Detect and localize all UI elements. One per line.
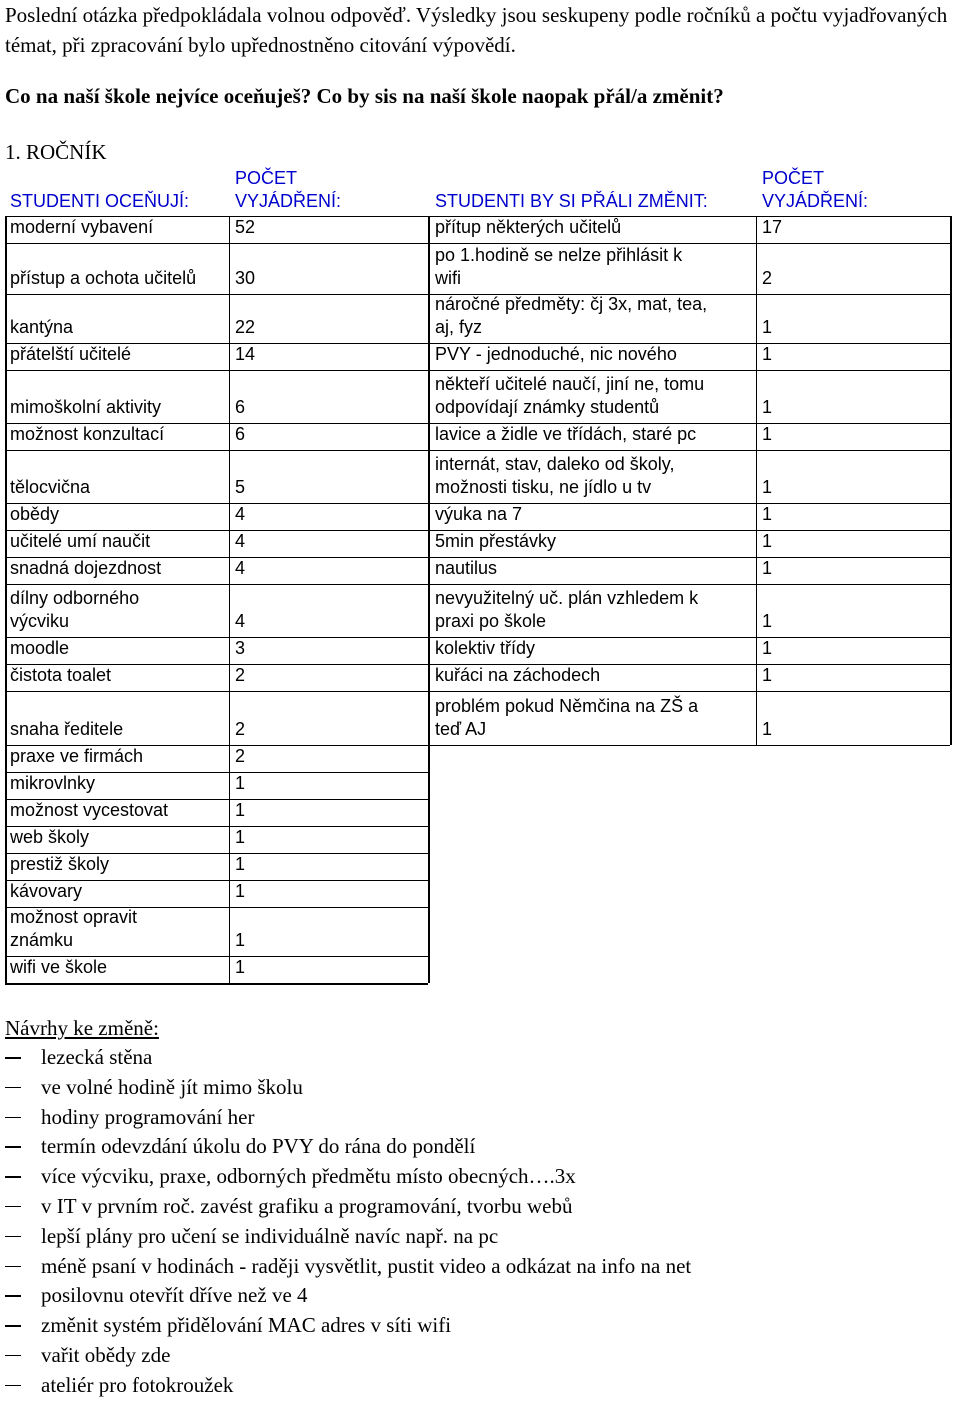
change-item xyxy=(435,695,698,741)
proposal-item xyxy=(0,1222,691,1252)
praised-item-line1: moodle xyxy=(10,638,70,658)
change-count: 17 xyxy=(762,217,783,237)
proposal-text: hodiny programování her xyxy=(41,1104,255,1129)
change-item-line1: někteří učitelé naučí, jiní ne, tomu xyxy=(435,374,705,394)
praised-count: 22 xyxy=(235,317,256,337)
change-item-line1: kuřáci na záchodech xyxy=(435,665,601,685)
praised-count: 6 xyxy=(235,424,246,444)
praised-count: 2 xyxy=(235,719,246,739)
proposal-text: lepší plány pro učení se individuálně navíc např. na pc xyxy=(41,1223,499,1248)
praised-item-line1: kantýna xyxy=(10,317,74,337)
praised-count: 4 xyxy=(235,558,246,578)
grid-vline xyxy=(229,216,230,983)
change-count: 1 xyxy=(762,397,773,417)
change-item xyxy=(435,423,696,446)
praised-count: 2 xyxy=(235,665,246,685)
praised-count: 4 xyxy=(235,504,246,524)
proposal-item xyxy=(0,1103,691,1133)
praised-item-line1: možnost opravit xyxy=(10,907,138,927)
praised-item xyxy=(10,587,139,633)
praised-item xyxy=(10,880,82,903)
header-change-count-line2: VYJÁDŘENÍ: xyxy=(762,191,869,211)
proposal-item xyxy=(0,1311,691,1341)
praised-item xyxy=(10,664,111,687)
proposal-item xyxy=(0,1341,691,1371)
praised-item-line1: tělocvična xyxy=(10,477,91,497)
praised-item-line1: praxe ve firmách xyxy=(10,746,144,766)
header-praised-count xyxy=(235,167,341,213)
praised-item xyxy=(10,772,95,795)
change-item-line2: praxi po škole xyxy=(435,611,547,631)
praised-item xyxy=(10,718,123,741)
praised-count: 14 xyxy=(235,344,256,364)
grid-hline xyxy=(5,584,950,585)
grid-hline xyxy=(5,370,950,371)
praised-item xyxy=(10,343,131,366)
grid-hline xyxy=(5,450,950,451)
praised-item xyxy=(10,503,59,526)
change-item-line1: problém pokud Němčina na ZŠ a xyxy=(435,696,699,716)
change-item-line1: přítup některých učitelů xyxy=(435,217,622,237)
change-item xyxy=(435,216,621,239)
dash-bullet-icon xyxy=(5,1087,21,1089)
praised-count: 2 xyxy=(235,746,246,766)
grade-heading: 1. ROČNÍK xyxy=(5,140,107,164)
proposal-item xyxy=(0,1043,691,1073)
praised-count: 1 xyxy=(235,800,246,820)
praised-count: 3 xyxy=(235,638,246,658)
change-count: 1 xyxy=(762,477,773,497)
grid-hline xyxy=(5,745,950,746)
change-item-line1: nautilus xyxy=(435,558,498,578)
change-count: 1 xyxy=(762,424,773,444)
proposal-text: ve volné hodině jít mimo školu xyxy=(41,1074,303,1099)
change-count: 2 xyxy=(762,268,773,288)
dash-bullet-icon xyxy=(5,1266,21,1268)
praised-item xyxy=(10,557,161,580)
change-item-line1: lavice a židle ve třídách, staré pc xyxy=(435,424,697,444)
change-count: 1 xyxy=(762,344,773,364)
praised-item-line1: mimoškolní aktivity xyxy=(10,397,162,417)
change-item xyxy=(435,637,535,660)
dash-bullet-icon xyxy=(5,1057,21,1059)
praised-count: 5 xyxy=(235,477,246,497)
change-item-line2: wifi xyxy=(435,268,461,288)
praised-item xyxy=(10,530,150,553)
proposals-list xyxy=(0,1043,691,1401)
change-item-line2: teď AJ xyxy=(435,719,487,739)
proposal-item xyxy=(0,1252,691,1282)
change-item xyxy=(435,293,707,339)
dash-bullet-icon xyxy=(5,1295,21,1297)
praised-count: 1 xyxy=(235,773,246,793)
change-item xyxy=(435,503,522,526)
praised-item xyxy=(10,906,137,952)
praised-item xyxy=(10,799,168,822)
praised-count: 52 xyxy=(235,217,256,237)
praised-item-line1: wifi ve škole xyxy=(10,957,108,977)
praised-item-line1: obědy xyxy=(10,504,60,524)
proposal-text: změnit systém přidělování MAC adres v síti wifi xyxy=(41,1313,452,1338)
change-item-line2: možnosti tisku, ne jídlo u tv xyxy=(435,477,652,497)
dash-bullet-icon xyxy=(5,1385,21,1387)
proposal-text: více výcviku, praxe, odborných předmětu místo obecných….3x xyxy=(41,1164,576,1189)
proposal-item xyxy=(0,1073,691,1103)
praised-count: 6 xyxy=(235,397,246,417)
change-item-line1: 5min přestávky xyxy=(435,531,557,551)
change-item-line1: PVY - jednoduché, nic nového xyxy=(435,344,677,364)
praised-item-line1: přístup a ochota učitelů xyxy=(10,268,197,288)
dash-bullet-icon xyxy=(5,1206,21,1208)
praised-item-line1: možnost konzultací xyxy=(10,424,165,444)
change-count: 1 xyxy=(762,611,773,631)
dash-bullet-icon xyxy=(5,1146,21,1148)
praised-item-line1: web školy xyxy=(10,827,90,847)
praised-item xyxy=(10,476,90,499)
proposal-text: termín odevzdání úkolu do PVY do rána do pondělí xyxy=(41,1134,476,1159)
header-change-count-line1: POČET xyxy=(762,168,825,188)
grid-vline xyxy=(5,216,7,983)
praised-count: 1 xyxy=(235,957,246,977)
praised-count: 30 xyxy=(235,268,256,288)
grid-hline xyxy=(5,983,428,985)
praised-item xyxy=(10,637,69,660)
dash-bullet-icon xyxy=(5,1355,21,1357)
praised-item-line2: známku xyxy=(10,930,74,950)
praised-item xyxy=(10,316,73,339)
praised-item xyxy=(10,956,107,979)
dash-bullet-icon xyxy=(5,1236,21,1238)
change-count: 1 xyxy=(762,558,773,578)
change-count: 1 xyxy=(762,504,773,524)
praised-item-line1: snadná dojezdnost xyxy=(10,558,162,578)
grid-vline xyxy=(950,216,952,745)
proposal-text: méně psaní v hodinách - raději vysvětlit, pustit video a odkázat na info na net xyxy=(41,1253,692,1278)
praised-count: 4 xyxy=(235,531,246,551)
praised-item-line1: moderní vybavení xyxy=(10,217,154,237)
change-item xyxy=(435,453,674,499)
change-item-line2: odpovídají známky studentů xyxy=(435,397,660,417)
change-item-line1: po 1.hodině se nelze přihlásit k xyxy=(435,245,683,265)
change-count: 1 xyxy=(762,317,773,337)
proposal-text: v IT v prvním roč. zavést grafiku a programování, tvorbu webů xyxy=(41,1193,573,1218)
change-item xyxy=(435,373,704,419)
praised-count: 1 xyxy=(235,854,246,874)
change-item-line2: aj, fyz xyxy=(435,317,483,337)
praised-item xyxy=(10,745,143,768)
intro-paragraph: Poslední otázka předpokládala volnou odpověď. Výsledky jsou seskupeny podle ročníků a počtu vyjadřovaných témat, při zpracování bylo upřednostněno citování výpovědí. xyxy=(5,3,948,57)
praised-item xyxy=(10,216,153,239)
proposal-text: lezecká stěna xyxy=(41,1045,153,1069)
change-item-line1: nevyužitelný uč. plán vzhledem k xyxy=(435,588,699,608)
change-count: 1 xyxy=(762,638,773,658)
change-count: 1 xyxy=(762,665,773,685)
proposal-text: posilovnu otevřít dříve než ve 4 xyxy=(41,1283,308,1308)
proposal-item xyxy=(0,1162,691,1192)
praised-item-line1: čistota toalet xyxy=(10,665,112,685)
praised-item-line1: kávovary xyxy=(10,881,83,901)
praised-item-line1: přátelští učitelé xyxy=(10,344,132,364)
praised-item xyxy=(10,396,161,419)
praised-item-line1: snaha ředitele xyxy=(10,719,124,739)
dash-bullet-icon xyxy=(5,1176,21,1178)
change-item-line1: kolektiv třídy xyxy=(435,638,536,658)
praised-item xyxy=(10,826,89,849)
change-item xyxy=(435,664,600,687)
header-praised: STUDENTI OCEŇUJÍ: xyxy=(10,191,190,211)
proposal-item xyxy=(0,1192,691,1222)
proposal-item xyxy=(0,1371,691,1401)
praised-count: 1 xyxy=(235,930,246,950)
change-item-line1: výuka na 7 xyxy=(435,504,523,524)
dash-bullet-icon xyxy=(5,1325,21,1327)
praised-item-line1: možnost vycestovat xyxy=(10,800,169,820)
praised-item xyxy=(10,853,109,876)
change-item-line1: náročné předměty: čj 3x, mat, tea, xyxy=(435,294,708,314)
header-praised-count-line2: VYJÁDŘENÍ: xyxy=(235,191,342,211)
praised-item-line2: výcviku xyxy=(10,611,70,631)
question-heading: Co na naší škole nejvíce oceňuješ? Co by sis na naší škole naopak přál/a změnit? xyxy=(5,84,724,108)
praised-count: 4 xyxy=(235,611,246,631)
proposals-title: Návrhy ke změně: xyxy=(5,1016,159,1040)
change-count: 1 xyxy=(762,531,773,551)
change-item-line1: internát, stav, daleko od školy, xyxy=(435,454,675,474)
praised-item-line1: mikrovlnky xyxy=(10,773,96,793)
praised-count: 1 xyxy=(235,881,246,901)
proposal-item xyxy=(0,1132,691,1162)
change-item xyxy=(435,244,682,290)
proposal-text: ateliér pro fotokroužek xyxy=(41,1372,234,1397)
grid-vline xyxy=(428,216,430,983)
praised-item xyxy=(10,267,196,290)
praised-item xyxy=(10,423,164,446)
change-item xyxy=(435,557,497,580)
change-count: 1 xyxy=(762,719,773,739)
proposal-item xyxy=(0,1281,691,1311)
proposal-text: vařit obědy zde xyxy=(41,1342,171,1367)
grid-vline xyxy=(756,216,757,745)
praised-count: 1 xyxy=(235,827,246,847)
grid-hline xyxy=(5,691,950,692)
dash-bullet-icon xyxy=(5,1117,21,1119)
praised-item-line1: prestiž školy xyxy=(10,854,110,874)
praised-item-line1: učitelé umí naučit xyxy=(10,531,151,551)
header-change-count xyxy=(762,167,868,213)
change-item xyxy=(435,587,698,633)
change-item xyxy=(435,343,677,366)
praised-item-line1: dílny odborného xyxy=(10,588,140,608)
change-item xyxy=(435,530,556,553)
header-praised-count-line1: POČET xyxy=(235,168,298,188)
header-change: STUDENTI BY SI PŘÁLI ZMĚNIT: xyxy=(435,191,708,211)
